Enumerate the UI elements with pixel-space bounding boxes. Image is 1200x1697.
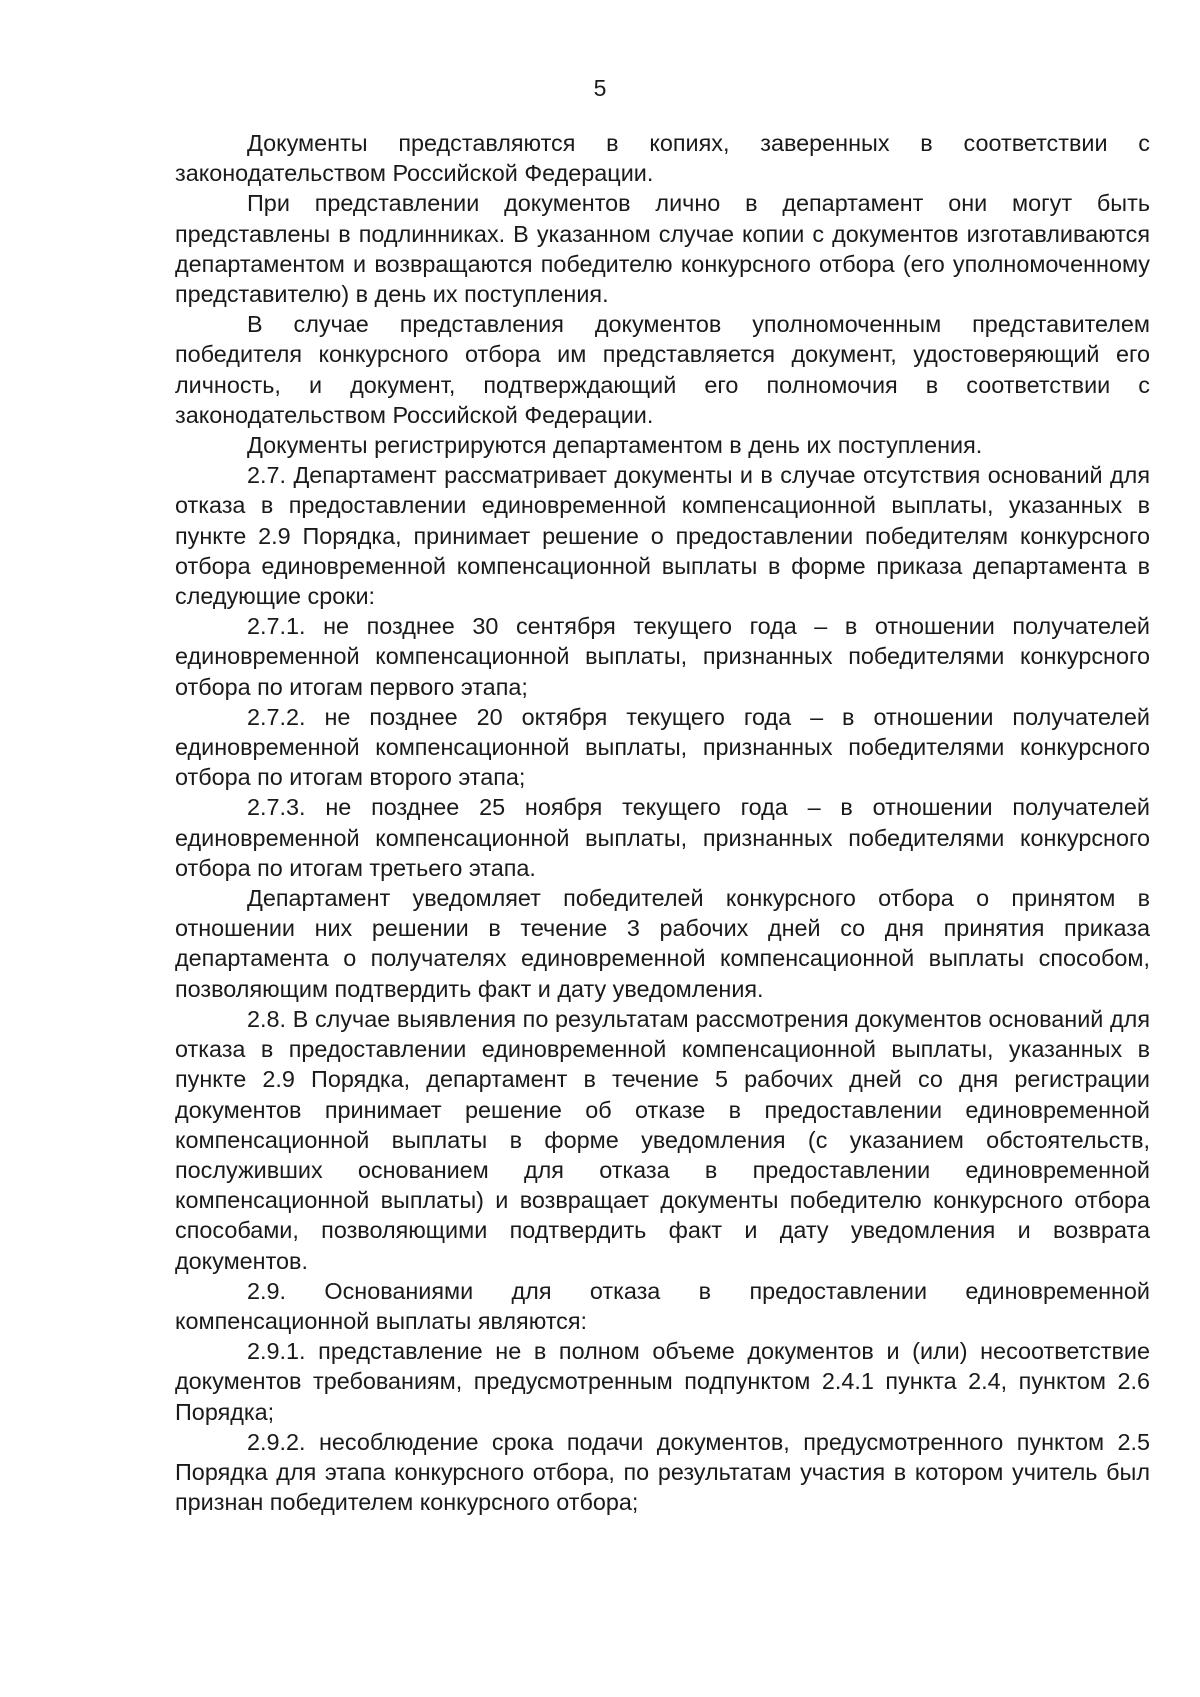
paragraph-2-7: 2.7. Департамент рассматривает документы и в случае отсутствия оснований для отказа в предоставлении единовременной компенсационной выплаты, указанных в пункте 2.9 Порядка, принимает решение о предоставлении победителям конкурсного отбора единовременной компенсационной выплаты в форме приказа департамента в следующие сроки: [175, 462, 1150, 610]
paragraph-2-9-2: 2.9.2. несоблюдение срока подачи документов, предусмотренного пунктом 2.5 Порядка для этапа конкурсного отбора, по результатам участия в котором учитель был признан победителем конкурсного отбора; [175, 1428, 1150, 1516]
paragraph-2-7-1: 2.7.1. не позднее 30 сентября текущего года – в отношении получателей единовременной компенсационной выплаты, признанных победителями конкурсного отбора по итогам первого этапа; [175, 613, 1150, 700]
paragraph-documents-originals: При представлении документов лично в департамент они могут быть представлены в подлинниках. В указанном случае копии с документов изготавливаются департаментом и возвращаются победителю конкурсного отбора (его уполномоченному представителю) в день их поступления. [175, 190, 1150, 308]
paragraph-2-7-2: 2.7.2. не позднее 20 октября текущего года – в отношении получателей единовременной компенсационной выплаты, признанных победителями конкурсного отбора по итогам второго этапа; [175, 703, 1150, 791]
paragraph-authorized-representative: В случае представления документов уполномоченным представителем победителя конкурсного отбора им представляется документ, удостоверяющий его личность, и документ, подтверждающий его полномочия в соответствии с законодательством Российской Федерации. [175, 311, 1150, 428]
paragraph-documents-copies: Документы представляются в копиях, заверенных в соответствии с законодательством Российской Федерации. [175, 130, 1150, 187]
paragraph-2-8: 2.8. В случае выявления по результатам рассмотрения документов оснований для отказа в предоставлении единовременной компенсационной выплаты, указанных в пункте 2.9 Порядка, департамент в течение 5 рабочих дней со дня регистрации документов принимает решение об отказе в предоставлении единовременной компенсационной выплаты в форме уведомления (с указанием обстоятельств, послуживших основанием для отказа в предоставлении единовременной компенсационной выплаты) и возвращает документы победителю конкурсного отбора способами, позволяющими подтвердить факт и дату уведомления и возврата документов. [175, 1005, 1150, 1274]
paragraph-documents-registration: Документы регистрируются департаментом в день их поступления. [247, 432, 983, 459]
paragraph-2-9-1: 2.9.1. представление не в полном объеме документов и (или) несоответствие документов требованиям, предусмотренным подпунктом 2.4.1 пункта 2.4, пунктом 2.6 Порядка; [175, 1338, 1150, 1425]
paragraph-notification: Департамент уведомляет победителей конкурсного отбора о принятом в отношении них решении в течение 3 рабочих дней со дня принятия приказа департамента о получателях единовременной компенсационной выплаты способом, позволяющим подтвердить факт и дату уведомления. [175, 885, 1150, 1002]
document-body [175, 128, 1150, 1517]
paragraph-2-7-3: 2.7.3. не позднее 25 ноября текущего года – в отношении получателей единовременной компенсационной выплаты, признанных победителями конкурсного отбора по итогам третьего этапа. [175, 794, 1150, 881]
page-number: 5 [593, 75, 607, 101]
paragraph-2-9: 2.9. Основаниями для отказа в предоставлении единовременной компенсационной выплаты являются: [175, 1277, 1150, 1334]
